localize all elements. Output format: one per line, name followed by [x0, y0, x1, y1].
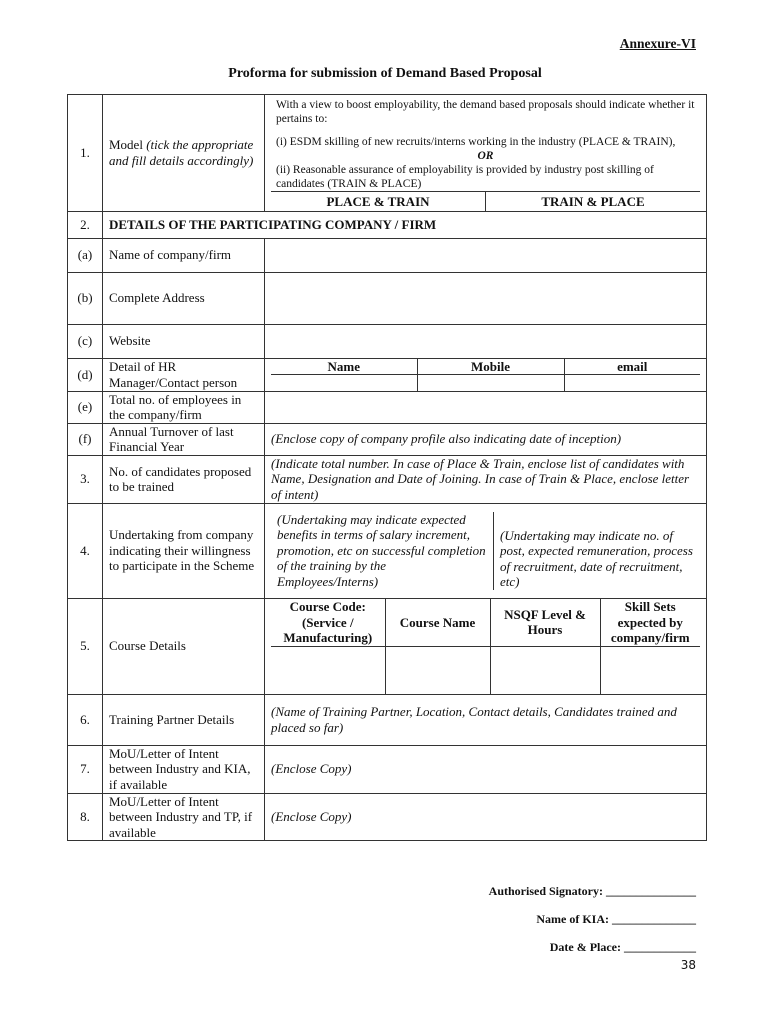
- date-and-place: Date & Place: ____________: [549, 940, 696, 954]
- row-company-name: [68, 238, 707, 272]
- address-field[interactable]: [265, 272, 707, 324]
- row-number: 1.: [68, 95, 103, 212]
- nsqf-level-field[interactable]: [490, 647, 600, 694]
- row-model: [68, 95, 707, 212]
- row-number: (f): [68, 423, 103, 455]
- row-label: Complete Address: [103, 272, 265, 324]
- row-mou-tp: [68, 793, 707, 841]
- candidates-note[interactable]: (Indicate total number. In case of Place & Train, enclose list of candidates with Name, Designation and Date of Joining. In case of Train & Place, enclose letter of intent): [265, 455, 707, 503]
- row-address: [68, 272, 707, 324]
- page-number: 38: [680, 958, 696, 972]
- course-details-cell: [265, 598, 707, 694]
- hr-contact-cell: [265, 358, 707, 391]
- hr-email-header: email: [564, 359, 700, 375]
- train-and-place-option[interactable]: TRAIN & PLACE: [486, 192, 701, 211]
- model-option-1: (i) ESDM skilling of new recruits/interns working in the industry (PLACE & TRAIN),: [276, 136, 676, 148]
- model-intro: With a view to boost employability, the demand based proposals should indicate whether it pertains to:: [276, 99, 695, 125]
- annexure-label: Annexure-VI: [619, 36, 696, 51]
- row-label: Training Partner Details: [103, 694, 265, 745]
- row-candidates: [68, 455, 707, 503]
- row-number: 8.: [68, 793, 103, 841]
- hr-name-header: Name: [271, 359, 417, 375]
- row-number: 7.: [68, 745, 103, 793]
- hr-mobile-field[interactable]: [417, 375, 564, 391]
- row-undertaking: [68, 503, 707, 598]
- row-training-partner: [68, 694, 707, 745]
- page-title: Proforma for submission of Demand Based Proposal: [228, 66, 542, 81]
- employees-field[interactable]: [265, 391, 707, 423]
- row-label: Undertaking from company indicating their willingness to participate in the Scheme: [103, 503, 265, 598]
- row-label: MoU/Letter of Intent between Industry and TP, if available: [103, 793, 265, 841]
- model-options-cell: [265, 95, 707, 212]
- row-number: (e): [68, 391, 103, 423]
- model-option-2: (ii) Reasonable assurance of employability is provided by industry post skilling of candidates (TRAIN & PLACE): [276, 164, 654, 190]
- row-label: Detail of HR Manager/Contact person: [103, 358, 265, 391]
- course-code-field[interactable]: [271, 647, 385, 694]
- turnover-note[interactable]: (Enclose copy of company profile also indicating date of inception): [265, 423, 707, 455]
- row-turnover: [68, 423, 707, 455]
- row-number: (a): [68, 238, 103, 272]
- model-label-note: (tick the appropriate and fill details accordingly): [109, 137, 254, 168]
- skill-sets-header: Skill Sets expected by company/firm: [600, 599, 700, 647]
- row-label: [103, 95, 265, 212]
- course-code-header: Course Code: (Service / Manufacturing): [271, 599, 385, 647]
- row-number: 2.: [68, 211, 103, 238]
- model-label: Model: [109, 137, 143, 153]
- mou-tp-note[interactable]: (Enclose Copy): [265, 793, 707, 841]
- row-hr-contact: [68, 358, 707, 391]
- mou-kia-note[interactable]: (Enclose Copy): [265, 745, 707, 793]
- authorised-signatory: Authorised Signatory: _______________: [488, 884, 696, 898]
- hr-mobile-header: Mobile: [417, 359, 564, 375]
- row-label: Website: [103, 324, 265, 358]
- model-or: OR: [477, 150, 494, 162]
- row-website: [68, 324, 707, 358]
- hr-email-field[interactable]: [564, 375, 700, 391]
- undertaking-note-train-place[interactable]: (Undertaking may indicate no. of post, expected remuneration, process of recruitment, date of recruitment, etc): [494, 512, 701, 590]
- row-number: (b): [68, 272, 103, 324]
- row-label: No. of candidates proposed to be trained: [103, 455, 265, 503]
- row-label: MoU/Letter of Intent between Industry and KIA, if available: [103, 745, 265, 793]
- row-label: Course Details: [103, 598, 265, 694]
- row-number: (d): [68, 358, 103, 391]
- row-number: 4.: [68, 503, 103, 598]
- undertaking-note-place-train[interactable]: (Undertaking may indicate expected benefits in terms of salary increment, promotion, etc on successful completion of the training by the Employees/Interns): [271, 512, 494, 590]
- company-name-field[interactable]: [265, 238, 707, 272]
- course-name-header: Course Name: [385, 599, 490, 647]
- hr-name-field[interactable]: [271, 375, 417, 391]
- row-course-details: [68, 598, 707, 694]
- row-label: Annual Turnover of last Financial Year: [103, 423, 265, 455]
- training-partner-note[interactable]: (Name of Training Partner, Location, Contact details, Candidates trained and placed so far): [265, 694, 707, 745]
- row-label: Name of company/firm: [103, 238, 265, 272]
- row-number: 5.: [68, 598, 103, 694]
- row-employees: [68, 391, 707, 423]
- skill-sets-field[interactable]: [600, 647, 700, 694]
- undertaking-cell: [265, 503, 707, 598]
- proposal-form-table: [67, 94, 707, 841]
- row-number: 6.: [68, 694, 103, 745]
- row-mou-kia: [68, 745, 707, 793]
- row-label: Total no. of employees in the company/firm: [103, 391, 265, 423]
- row-company-details-header: [68, 211, 707, 238]
- website-field[interactable]: [265, 324, 707, 358]
- name-of-kia: Name of KIA: ______________: [536, 912, 696, 926]
- course-name-field[interactable]: [385, 647, 490, 694]
- row-number: 3.: [68, 455, 103, 503]
- row-number: (c): [68, 324, 103, 358]
- place-and-train-option[interactable]: PLACE & TRAIN: [271, 192, 486, 211]
- nsqf-level-header: NSQF Level & Hours: [490, 599, 600, 647]
- section-heading: DETAILS OF THE PARTICIPATING COMPANY / FIRM: [103, 211, 707, 238]
